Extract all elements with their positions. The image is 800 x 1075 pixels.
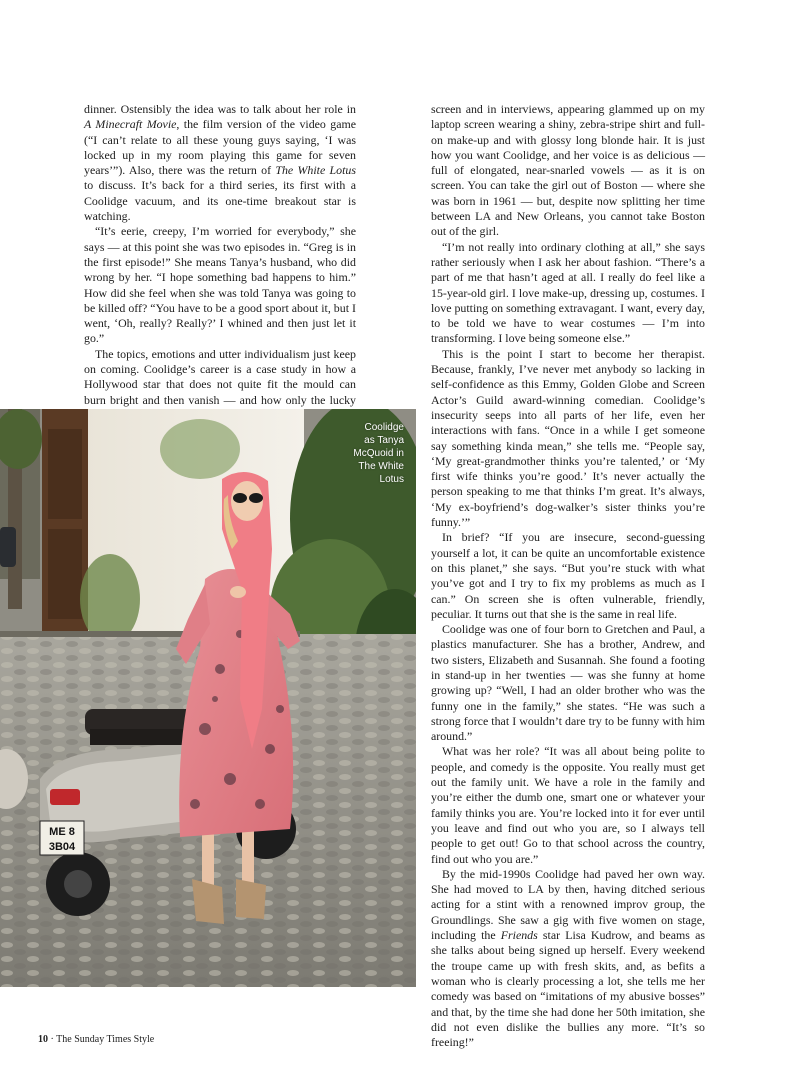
photo-coolidge-scooter xyxy=(0,409,416,987)
article-paragraph: In brief? “If you are insecure, second-guessing yourself a lot, it can be quite an uncomfortable existence on this planet,” she says. “But you’re stuck with what you’ve got and I try to fix my problems as much as I can.” On screen she is often vulnerable, friendly, peculiar. It turns out that she is the same in real life. xyxy=(431,530,705,621)
publication-name: The Sunday Times Style xyxy=(56,1034,155,1045)
article-paragraph: By the mid-1990s Coolidge had paved her own way. She had moved to LA by then, having ditched serious acting for a stint with a renowned improv group, the Groundlings. She saw a gig with five women on stage, including the Friends star Lisa Kudrow, and beams as she talks about being signed up herself. Every weekend the troupe came up with fresh skits, and, as befits a woman who is clearly processing a lot, she tells me her comedy was based on “imitations of my abusive bosses” and that, by the time she had done her 50th imitation, she did not even dislike the bullies any more. “It’s so freeing!” xyxy=(431,866,705,1050)
article-paragraph: “It’s eerie, creepy, I’m worried for everybody,” she says — at this point she was two episodes in. “Greg is in the first episode!” She means Tanya’s husband, who did wrong by her. “I hope something bad happens to him.” How did she feel when she was told Tanya was going to be killed off? “You have to be a good sport about it, but I went, ‘Oh, really? Really?’ I whined and then just let it go.” xyxy=(84,224,356,346)
article-paragraph: Coolidge was one of four born to Gretchen and Paul, a plastics manufacturer. She has a brother, Andrew, and two sisters, Elizabeth and Susannah. She found a footing in stand-up in her twenties — was she funny at home growing up? “Well, I had an older brother who was the funny one in the family,” she states. “He was such a strong force that I wouldn’t dare try to be funny with him around.” xyxy=(431,622,705,744)
article-paragraph: dinner. Ostensibly the idea was to talk about her role in A Minecraft Movie, the film version of the video game (“I can’t relate to all these young guys saying, ‘I was locked up in my room playing this game for seven years’”). Also, there was the return of The White Lotus to discuss. It’s back for a third series, its first with a Coolidge vacuum, and its one-time breakout star is watching. xyxy=(84,102,357,224)
article-paragraph: screen and in interviews, appearing glammed up on my laptop screen wearing a shiny, zebra-stripe shirt and full-on make-up and with glossy long blonde hair. It is just how you want Coolidge, and her voice is as delicious — full of elongated, near-snarled vowels — as it is on screen. You can take the girl out of Boston — where she was born in 1961 — but, despite now splitting her time between LA and New Orleans, you cannot take Boston out of the girl. xyxy=(431,102,705,239)
caption-line: The White xyxy=(358,461,404,472)
photo-caption xyxy=(334,421,404,486)
article-column-left xyxy=(84,102,356,423)
caption-line: Coolidge xyxy=(364,422,404,433)
page-number: 10 xyxy=(38,1034,48,1045)
article-paragraph: What was her role? “It was all about being polite to people, and comedy is the opposite. You really must get out the family unit. We have a role in the family and you’re either the dumb one, smart one or whatever your family thinks you are. You’re locked into it for ever until you leave and find out who you are, so I always tell people to get out! Go to that school across the country, find out who you are.” xyxy=(431,744,705,866)
plate-line-1: ME 8 xyxy=(49,826,75,838)
caption-line: McQuoid in xyxy=(353,448,404,459)
caption-line: Lotus xyxy=(379,474,404,485)
article-paragraph: This is the point I start to become her therapist. Because, frankly, I’ve never met anybody so lacking in self-confidence as this Emmy, Golden Globe and Screen Actor’s Guild award-winning comedian. Coolidge’s insecurity seeps into all parts of her life, even her interactions with fans. “Once in a while I get someone say something kinda mean,” she tells me. “People say, ‘My great-grandmother thinks you’re talented,’ or ‘My first wife thinks you’re good.’ It’s never actually the person speaking to me that thinks I’m great. It’s always, ‘My ex-boyfriend’s dog-walker’s sister thinks you’re funny.’” xyxy=(431,346,705,530)
article-paragraph: “I’m not really into ordinary clothing at all,” she says rather seriously when I ask her about fashion. “There’s a part of me that hasn’t aged at all. I really do feel like a 15-year-old girl. I love make-up, dressing up, costumes. I love putting on something extravagant. I want, every day, to be told we have to wear costumes — I’m into transforming. I love being someone else.” xyxy=(431,239,705,346)
photo-illustration xyxy=(0,409,416,987)
plate-line-2: 3B04 xyxy=(48,841,76,853)
article-column-right xyxy=(431,102,705,1050)
footer-separator: · xyxy=(48,1034,57,1045)
page-footer xyxy=(38,1034,154,1045)
article-paragraph: The topics, emotions and utter individualism just keep on coming. Coolidge’s career is a case study in how a Hollywood star that does not quite fit the mould can burn bright and then vanish — and how only the lucky xyxy=(84,346,356,407)
caption-line: as Tanya xyxy=(364,435,404,446)
